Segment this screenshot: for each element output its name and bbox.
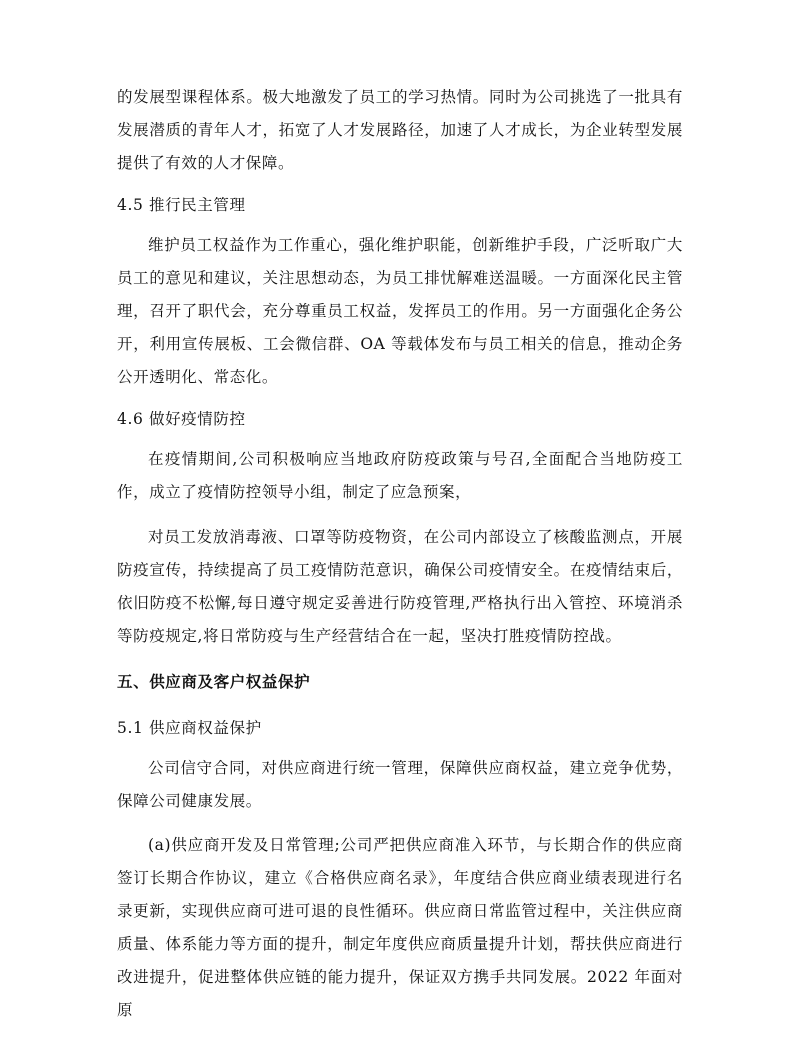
- paragraph-supplier-management: (a)供应商开发及日常管理;公司严把供应商准入环节，与长期合作的供应商签订长期合作协议，建立《合格供应商名录》，年度结合供应商业绩表现进行名录更新，实现供应商可进可退的良性循环。供应商日常监管过程中，关注供应商质量、体系能力等方面的提升，制定年度供应商质量提升计划，帮扶供应商进行改进提升，促进整体供应链的能力提升，保证双方携手共同发展。2022 年面对原: [117, 836, 683, 1019]
- section-heading-4-6: 4.6 做好疫情防控: [117, 410, 246, 428]
- paragraph-talent-development: 的发展型课程体系。极大地激发了员工的学习热情。同时为公司挑选了一批具有发展潜质的青年人才，拓宽了人才发展路径，加速了人才成长，为企业转型发展提供了有效的人才保障。: [117, 88, 683, 172]
- paragraph-democratic-management: 维护员工权益作为工作重心，强化维护职能，创新维护手段，广泛听取广大员工的意见和建议，关注思想动态，为员工排忧解难送温暖。一方面深化民主管理，召开了职代会，充分尊重员工权益，发挥员工的作用。另一方面强化企务公开，利用宣传展板、工会微信群、OA 等载体发布与员工相关的信息，推动企务公开透明化、常态化。: [117, 236, 683, 386]
- paragraph-epidemic-measures: 对员工发放消毒液、口罩等防疫物资，在公司内部设立了核酸监测点，开展防疫宣传，持续提高了员工疫情防范意识，确保公司疫情安全。在疫情结束后，依旧防疫不松懈,每日遵守规定妥善进行防疫管理,严格执行出入管控、环境消杀等防疫规定,将日常防疫与生产经营结合在一起，坚决打胜疫情防控战。: [117, 528, 683, 645]
- section-heading-5-1: 5.1 供应商权益保护: [117, 719, 262, 737]
- paragraph-supplier-contract: 公司信守合同，对供应商进行统一管理，保障供应商权益，建立竞争优势，保障公司健康发展。: [117, 759, 683, 810]
- chapter-heading-5: 五、供应商及客户权益保护: [117, 672, 311, 691]
- section-heading-4-5: 4.5 推行民主管理: [117, 196, 246, 214]
- paragraph-epidemic-response: 在疫情期间,公司积极响应当地政府防疫政策与号召,全面配合当地防疫工作，成立了疫情防控领导小组，制定了应急预案，: [117, 450, 683, 501]
